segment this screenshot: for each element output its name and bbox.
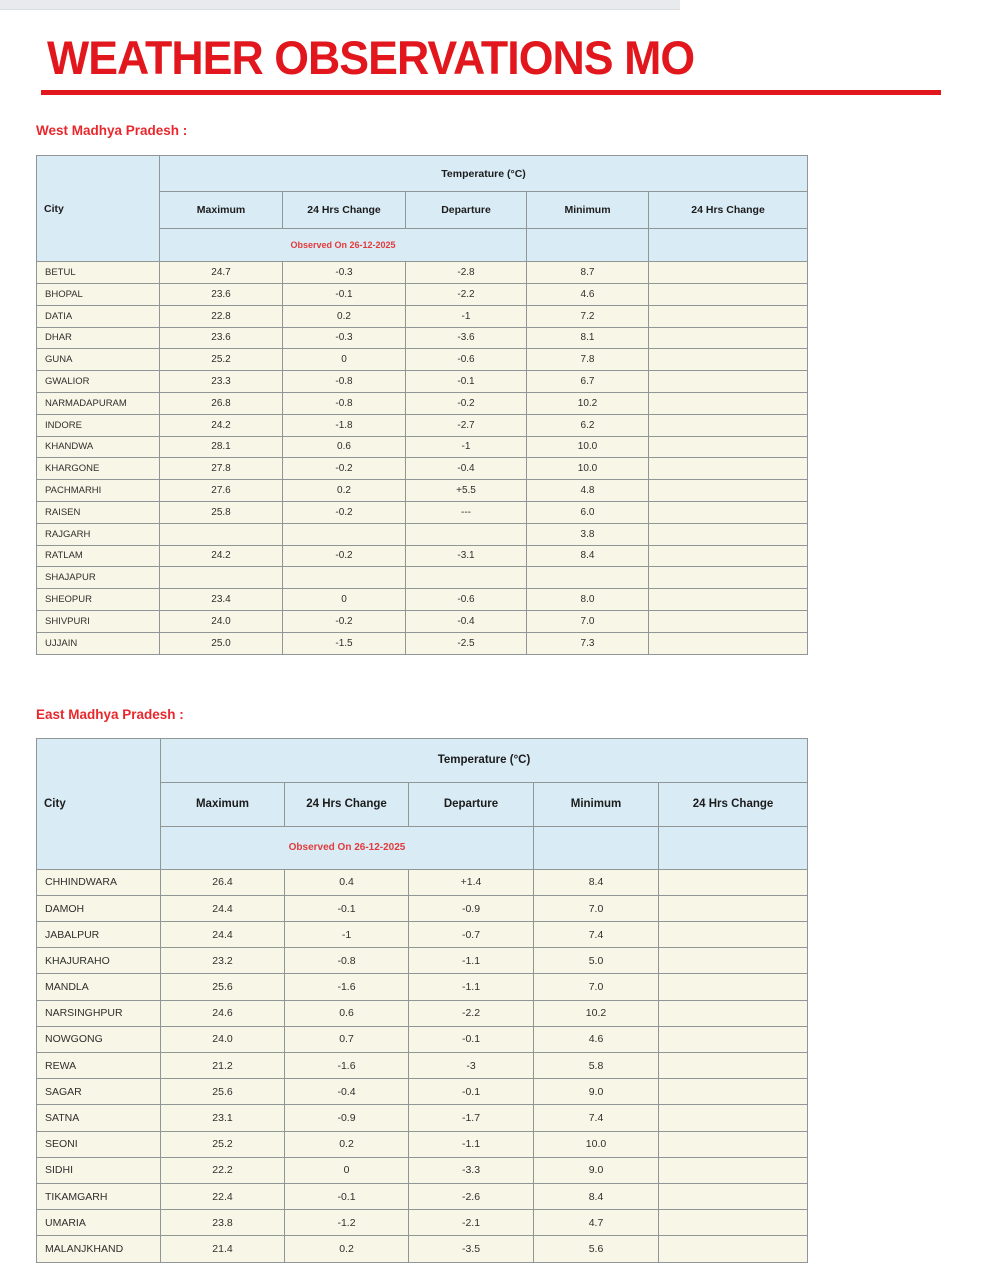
- table-row: [37, 1105, 808, 1131]
- clipped-extra-cell: [649, 327, 808, 349]
- min-temp-cell: 7.4: [534, 1105, 659, 1131]
- min-temp-cell: 4.6: [534, 1026, 659, 1052]
- change-24h-cell: -0.8: [285, 948, 409, 974]
- table-row: [37, 414, 808, 436]
- max-temp-cell: 24.0: [160, 610, 283, 632]
- min-temp-cell: 7.0: [527, 610, 649, 632]
- clipped-extra-cell: [649, 610, 808, 632]
- city-cell: PACHMARHI: [37, 480, 160, 502]
- table-row: [37, 974, 808, 1000]
- table-row: [37, 545, 808, 567]
- city-cell: SATNA: [37, 1105, 161, 1131]
- max-temp-cell: 24.2: [160, 414, 283, 436]
- empty-header-cell: [527, 229, 649, 262]
- clipped-extra-cell: [659, 1210, 808, 1236]
- max-temp-cell: 24.4: [161, 922, 285, 948]
- col-header-departure: Departure: [406, 192, 527, 229]
- change-24h-cell: 0.6: [283, 436, 406, 458]
- clipped-extra-cell: [659, 895, 808, 921]
- min-temp-cell: 6.0: [527, 501, 649, 523]
- table-row: [37, 436, 808, 458]
- col-header-24hrs-change-min: 24 Hrs Change: [649, 192, 808, 229]
- table-row: [37, 869, 808, 895]
- city-cell: GUNA: [37, 349, 160, 371]
- departure-cell: -1.7: [409, 1105, 534, 1131]
- min-temp-cell: 5.6: [534, 1236, 659, 1262]
- min-temp-cell: 7.0: [534, 895, 659, 921]
- city-cell: GWALIOR: [37, 371, 160, 393]
- city-cell: MALANJKHAND: [37, 1236, 161, 1262]
- city-cell: JABALPUR: [37, 922, 161, 948]
- change-24h-cell: -0.4: [285, 1079, 409, 1105]
- col-header-minimum: Minimum: [527, 192, 649, 229]
- min-temp-cell: 7.4: [534, 922, 659, 948]
- change-24h-cell: -0.2: [283, 610, 406, 632]
- clipped-extra-cell: [659, 1000, 808, 1026]
- city-column-header: City: [37, 738, 161, 869]
- clipped-extra-cell: [649, 632, 808, 654]
- change-24h-cell: -0.8: [283, 371, 406, 393]
- max-temp-cell: 25.2: [160, 349, 283, 371]
- change-24h-cell: 0.7: [285, 1026, 409, 1052]
- departure-cell: [406, 567, 527, 589]
- departure-cell: -0.2: [406, 392, 527, 414]
- departure-cell: -1: [406, 436, 527, 458]
- change-24h-cell: -0.9: [285, 1105, 409, 1131]
- city-cell: RAJGARH: [37, 523, 160, 545]
- clipped-extra-cell: [649, 501, 808, 523]
- clipped-extra-cell: [649, 480, 808, 502]
- col-header-24hrs-change-min: 24 Hrs Change: [659, 782, 808, 826]
- max-temp-cell: 26.8: [160, 392, 283, 414]
- departure-cell: -2.5: [406, 632, 527, 654]
- west-table-header: [37, 156, 808, 262]
- table-row: [37, 371, 808, 393]
- max-temp-cell: 24.4: [161, 895, 285, 921]
- west-table-body: [37, 262, 808, 654]
- east-table-body: [37, 869, 808, 1262]
- min-temp-cell: 10.0: [527, 436, 649, 458]
- min-temp-cell: 7.0: [534, 974, 659, 1000]
- col-header-minimum: Minimum: [534, 782, 659, 826]
- max-temp-cell: 23.3: [160, 371, 283, 393]
- clipped-extra-cell: [659, 1236, 808, 1262]
- section-heading-east: East Madhya Pradesh :: [36, 706, 184, 722]
- max-temp-cell: [160, 567, 283, 589]
- max-temp-cell: 22.8: [160, 305, 283, 327]
- change-24h-cell: -0.2: [283, 545, 406, 567]
- change-24h-cell: -1.2: [285, 1210, 409, 1236]
- city-cell: REWA: [37, 1053, 161, 1079]
- max-temp-cell: 23.2: [161, 948, 285, 974]
- table-row: [37, 567, 808, 589]
- section-east-madhya-pradesh: [0, 706, 774, 1263]
- observed-date-label: Observed On 26-12-2025: [161, 826, 534, 869]
- table-row: [37, 589, 808, 611]
- clipped-extra-cell: [649, 349, 808, 371]
- weather-observations-page: [0, 31, 774, 1263]
- departure-cell: -1.1: [409, 1131, 534, 1157]
- departure-cell: ---: [406, 501, 527, 523]
- city-cell: NARMADAPURAM: [37, 392, 160, 414]
- col-header-departure: Departure: [409, 782, 534, 826]
- min-temp-cell: 8.1: [527, 327, 649, 349]
- city-cell: SEONI: [37, 1131, 161, 1157]
- clipped-extra-cell: [659, 1053, 808, 1079]
- clipped-extra-cell: [659, 1079, 808, 1105]
- change-24h-cell: [283, 523, 406, 545]
- departure-cell: -2.6: [409, 1183, 534, 1209]
- min-temp-cell: 7.3: [527, 632, 649, 654]
- section-heading-west: West Madhya Pradesh :: [36, 123, 188, 138]
- city-cell: SHAJAPUR: [37, 567, 160, 589]
- min-temp-cell: 4.8: [527, 480, 649, 502]
- departure-cell: -3.6: [406, 327, 527, 349]
- table-row: [37, 1079, 808, 1105]
- clipped-extra-cell: [649, 392, 808, 414]
- max-temp-cell: 27.6: [160, 480, 283, 502]
- city-cell: UMARIA: [37, 1210, 161, 1236]
- max-temp-cell: 23.6: [160, 327, 283, 349]
- max-temp-cell: 25.2: [161, 1131, 285, 1157]
- departure-cell: +5.5: [406, 480, 527, 502]
- departure-cell: -0.6: [406, 589, 527, 611]
- table-row: [37, 1000, 808, 1026]
- browser-top-strip: [0, 0, 680, 10]
- max-temp-cell: 24.6: [161, 1000, 285, 1026]
- change-24h-cell: -1.6: [285, 1053, 409, 1079]
- temperature-group-header: Temperature (°C): [160, 156, 808, 192]
- departure-cell: -0.4: [406, 458, 527, 480]
- departure-cell: -2.1: [409, 1210, 534, 1236]
- change-24h-cell: -1.6: [285, 974, 409, 1000]
- max-temp-cell: 24.2: [160, 545, 283, 567]
- min-temp-cell: 7.8: [527, 349, 649, 371]
- city-cell: CHHINDWARA: [37, 869, 161, 895]
- max-temp-cell: 25.8: [160, 501, 283, 523]
- city-cell: SAGAR: [37, 1079, 161, 1105]
- city-cell: DATIA: [37, 305, 160, 327]
- city-cell: RATLAM: [37, 545, 160, 567]
- departure-cell: -0.1: [409, 1026, 534, 1052]
- city-cell: KHAJURAHO: [37, 948, 161, 974]
- temperature-group-header: Temperature (°C): [161, 738, 808, 782]
- min-temp-cell: 8.4: [527, 545, 649, 567]
- min-temp-cell: 8.4: [534, 1183, 659, 1209]
- table-row: [37, 1210, 808, 1236]
- change-24h-cell: -0.2: [283, 501, 406, 523]
- table-row: [37, 480, 808, 502]
- city-cell: KHARGONE: [37, 458, 160, 480]
- min-temp-cell: 10.2: [534, 1000, 659, 1026]
- change-24h-cell: 0.2: [283, 305, 406, 327]
- table-row: [37, 1053, 808, 1079]
- table-row: [37, 262, 808, 284]
- table-row: [37, 610, 808, 632]
- clipped-extra-cell: [659, 922, 808, 948]
- change-24h-cell: -1.8: [283, 414, 406, 436]
- city-cell: KHANDWA: [37, 436, 160, 458]
- table-row: [37, 349, 808, 371]
- departure-cell: -0.9: [409, 895, 534, 921]
- observed-date-label: Observed On 26-12-2025: [160, 229, 527, 262]
- max-temp-cell: 25.6: [161, 974, 285, 1000]
- clipped-extra-cell: [659, 1131, 808, 1157]
- west-mp-weather-table: [36, 155, 808, 654]
- min-temp-cell: 6.7: [527, 371, 649, 393]
- change-24h-cell: 0.2: [285, 1236, 409, 1262]
- departure-cell: +1.4: [409, 869, 534, 895]
- table-row: [37, 458, 808, 480]
- title-underline: [41, 90, 941, 95]
- city-cell: RAISEN: [37, 501, 160, 523]
- city-cell: DAMOH: [37, 895, 161, 921]
- max-temp-cell: 22.4: [161, 1183, 285, 1209]
- min-temp-cell: 5.0: [534, 948, 659, 974]
- min-temp-cell: 9.0: [534, 1079, 659, 1105]
- table-row: [37, 1157, 808, 1183]
- change-24h-cell: -0.1: [285, 895, 409, 921]
- clipped-extra-cell: [659, 869, 808, 895]
- clipped-extra-cell: [649, 458, 808, 480]
- city-cell: MANDLA: [37, 974, 161, 1000]
- clipped-extra-cell: [649, 545, 808, 567]
- departure-cell: -0.1: [409, 1079, 534, 1105]
- clipped-extra-cell: [659, 974, 808, 1000]
- max-temp-cell: 23.1: [161, 1105, 285, 1131]
- max-temp-cell: [160, 523, 283, 545]
- table-row: [37, 1026, 808, 1052]
- change-24h-cell: -0.2: [283, 458, 406, 480]
- clipped-extra-cell: [659, 948, 808, 974]
- departure-cell: -2.7: [406, 414, 527, 436]
- change-24h-cell: -1: [285, 922, 409, 948]
- east-mp-weather-table: [36, 738, 808, 1263]
- min-temp-cell: 4.7: [534, 1210, 659, 1236]
- departure-cell: -2.2: [406, 283, 527, 305]
- col-header-maximum: Maximum: [160, 192, 283, 229]
- min-temp-cell: 3.8: [527, 523, 649, 545]
- table-header-row: [37, 738, 808, 782]
- max-temp-cell: 23.6: [160, 283, 283, 305]
- col-header-24hrs-change: 24 Hrs Change: [283, 192, 406, 229]
- clipped-extra-cell: [659, 1183, 808, 1209]
- departure-cell: -0.6: [406, 349, 527, 371]
- change-24h-cell: -0.3: [283, 327, 406, 349]
- city-cell: NOWGONG: [37, 1026, 161, 1052]
- change-24h-cell: -1.5: [283, 632, 406, 654]
- table-row: [37, 948, 808, 974]
- departure-cell: [406, 523, 527, 545]
- min-temp-cell: 5.8: [534, 1053, 659, 1079]
- city-cell: BETUL: [37, 262, 160, 284]
- city-cell: SHEOPUR: [37, 589, 160, 611]
- min-temp-cell: 8.0: [527, 589, 649, 611]
- east-table-header: [37, 738, 808, 869]
- change-24h-cell: 0.6: [285, 1000, 409, 1026]
- empty-header-cell: [649, 229, 808, 262]
- departure-cell: -1: [406, 305, 527, 327]
- max-temp-cell: 24.7: [160, 262, 283, 284]
- table-row: [37, 1236, 808, 1262]
- max-temp-cell: 25.0: [160, 632, 283, 654]
- table-row: [37, 1131, 808, 1157]
- clipped-extra-cell: [659, 1026, 808, 1052]
- city-cell: BHOPAL: [37, 283, 160, 305]
- col-header-24hrs-change: 24 Hrs Change: [285, 782, 409, 826]
- clipped-extra-cell: [649, 371, 808, 393]
- departure-cell: -1.1: [409, 974, 534, 1000]
- page-title: WEATHER OBSERVATIONS MO: [47, 31, 695, 84]
- min-temp-cell: 4.6: [527, 283, 649, 305]
- max-temp-cell: 22.2: [161, 1157, 285, 1183]
- table-row: [37, 922, 808, 948]
- city-cell: SHIVPURI: [37, 610, 160, 632]
- max-temp-cell: 23.4: [160, 589, 283, 611]
- change-24h-cell: 0: [285, 1157, 409, 1183]
- max-temp-cell: 26.4: [161, 869, 285, 895]
- max-temp-cell: 21.2: [161, 1053, 285, 1079]
- table-row: [37, 283, 808, 305]
- departure-cell: -1.1: [409, 948, 534, 974]
- clipped-extra-cell: [649, 414, 808, 436]
- change-24h-cell: -0.1: [285, 1183, 409, 1209]
- max-temp-cell: 21.4: [161, 1236, 285, 1262]
- departure-cell: -3.5: [409, 1236, 534, 1262]
- city-cell: TIKAMGARH: [37, 1183, 161, 1209]
- max-temp-cell: 27.8: [160, 458, 283, 480]
- departure-cell: -0.4: [406, 610, 527, 632]
- change-24h-cell: 0: [283, 589, 406, 611]
- min-temp-cell: 9.0: [534, 1157, 659, 1183]
- departure-cell: -3.3: [409, 1157, 534, 1183]
- city-cell: UJJAIN: [37, 632, 160, 654]
- clipped-extra-cell: [649, 567, 808, 589]
- city-cell: NARSINGHPUR: [37, 1000, 161, 1026]
- clipped-extra-cell: [649, 589, 808, 611]
- clipped-extra-cell: [649, 283, 808, 305]
- col-header-maximum: Maximum: [161, 782, 285, 826]
- change-24h-cell: 0.2: [285, 1131, 409, 1157]
- min-temp-cell: [527, 567, 649, 589]
- change-24h-cell: 0: [283, 349, 406, 371]
- clipped-extra-cell: [659, 1157, 808, 1183]
- min-temp-cell: 6.2: [527, 414, 649, 436]
- table-row: [37, 327, 808, 349]
- section-west-madhya-pradesh: [0, 123, 765, 655]
- clipped-extra-cell: [659, 1105, 808, 1131]
- city-column-header: City: [37, 156, 160, 262]
- city-cell: SIDHI: [37, 1157, 161, 1183]
- table-row: [37, 305, 808, 327]
- change-24h-cell: [283, 567, 406, 589]
- table-row: [37, 632, 808, 654]
- city-cell: INDORE: [37, 414, 160, 436]
- departure-cell: -3: [409, 1053, 534, 1079]
- clipped-extra-cell: [649, 436, 808, 458]
- departure-cell: -2.8: [406, 262, 527, 284]
- table-row: [37, 501, 808, 523]
- max-temp-cell: 28.1: [160, 436, 283, 458]
- clipped-extra-cell: [649, 305, 808, 327]
- change-24h-cell: -0.8: [283, 392, 406, 414]
- table-row: [37, 1183, 808, 1209]
- departure-cell: -3.1: [406, 545, 527, 567]
- min-temp-cell: 8.4: [534, 869, 659, 895]
- empty-header-cell: [659, 826, 808, 869]
- clipped-extra-cell: [649, 523, 808, 545]
- max-temp-cell: 25.6: [161, 1079, 285, 1105]
- table-header-row: [37, 156, 808, 192]
- change-24h-cell: 0.2: [283, 480, 406, 502]
- departure-cell: -0.7: [409, 922, 534, 948]
- min-temp-cell: 10.0: [527, 458, 649, 480]
- table-row: [37, 392, 808, 414]
- change-24h-cell: -0.3: [283, 262, 406, 284]
- city-cell: DHAR: [37, 327, 160, 349]
- departure-cell: -0.1: [406, 371, 527, 393]
- min-temp-cell: 10.0: [534, 1131, 659, 1157]
- table-row: [37, 523, 808, 545]
- min-temp-cell: 10.2: [527, 392, 649, 414]
- change-24h-cell: 0.4: [285, 869, 409, 895]
- clipped-extra-cell: [649, 262, 808, 284]
- table-row: [37, 895, 808, 921]
- max-temp-cell: 24.0: [161, 1026, 285, 1052]
- min-temp-cell: 7.2: [527, 305, 649, 327]
- departure-cell: -2.2: [409, 1000, 534, 1026]
- empty-header-cell: [534, 826, 659, 869]
- max-temp-cell: 23.8: [161, 1210, 285, 1236]
- min-temp-cell: 8.7: [527, 262, 649, 284]
- change-24h-cell: -0.1: [283, 283, 406, 305]
